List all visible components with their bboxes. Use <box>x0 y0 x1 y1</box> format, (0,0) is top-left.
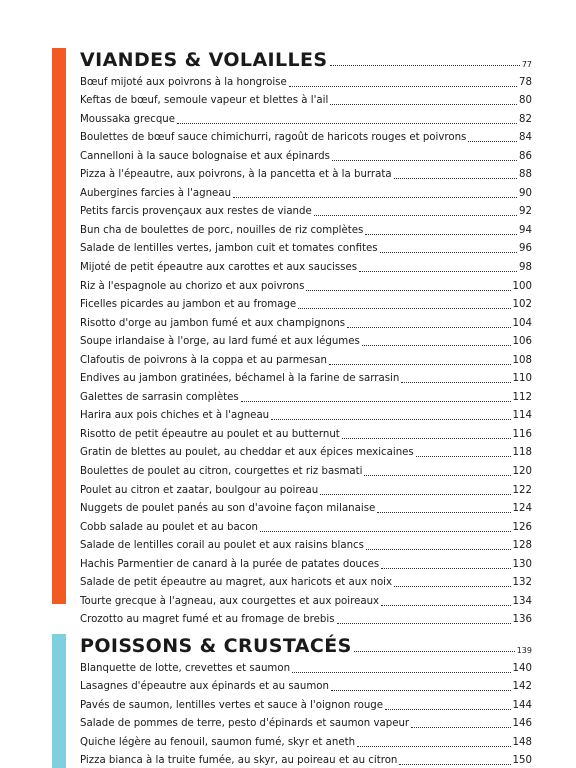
dot-leader <box>394 178 517 179</box>
toc-entry-title: Aubergines farcies à l'agneau <box>80 187 232 199</box>
toc-entry-page: 80 <box>519 95 532 107</box>
dot-leader <box>241 401 511 402</box>
toc-entry-title: Cobb salade au poulet et au bacon <box>80 521 258 533</box>
toc-entry-page: 148 <box>512 736 532 748</box>
toc-entry-title: Pizza bianca à la truite fumée, au skyr, au poireau et au citron <box>80 755 398 767</box>
toc-entry-title: Endives au jambon gratinées, béchamel à la farine de sarrasin <box>80 373 400 385</box>
dot-leader <box>342 438 511 439</box>
toc-entry-title: Gratin de blettes au poulet, au cheddar et aux épices mexicaines <box>80 447 414 459</box>
section-content <box>80 48 532 627</box>
toc-entry-page: 96 <box>519 243 532 255</box>
dot-leader <box>401 382 510 383</box>
toc-entry <box>80 90 532 109</box>
toc-entry-title: Bun cha de boulettes de porc, nouilles de riz complètes <box>80 224 364 236</box>
toc-entry-title: Riz à l'espagnole au chorizo et aux poivrons <box>80 280 305 292</box>
toc-entry <box>80 201 532 220</box>
toc-entry <box>80 516 532 535</box>
toc-entry-title: Pavés de saumon, lentilles vertes et sauce à l'oignon rouge <box>80 699 384 711</box>
section-heading-row <box>80 48 532 70</box>
toc-entry <box>80 553 532 572</box>
toc-entry <box>80 312 532 331</box>
toc-entry-page: 116 <box>512 428 532 440</box>
toc-entry-title: Salade de pommes de terre, pesto d'épinards et saumon vapeur <box>80 718 410 730</box>
toc-entry-title: Tourte grecque à l'agneau, aux courgettes et aux poireaux <box>80 595 380 607</box>
toc-entry-title: Mijoté de petit épeautre aux carottes et aux saucisses <box>80 262 358 274</box>
toc-entry-page: 144 <box>512 699 532 711</box>
toc-entry <box>80 423 532 442</box>
toc-entry-title: Blanquette de lotte, crevettes et saumon <box>80 662 291 674</box>
dot-leader <box>314 215 517 216</box>
dot-leader <box>359 271 517 272</box>
toc-entry-page: 126 <box>512 521 532 533</box>
toc-entry-page: 136 <box>512 614 532 626</box>
dot-leader <box>399 764 510 765</box>
toc-entry-page: 84 <box>519 132 532 144</box>
dot-leader <box>377 512 510 513</box>
dot-leader <box>292 672 511 673</box>
toc-entry-title: Soupe irlandaise à l'orge, au lard fumé et aux légumes <box>80 336 360 348</box>
dot-leader <box>468 141 517 142</box>
toc-entry <box>80 164 532 183</box>
toc-entry <box>80 294 532 313</box>
toc-entry <box>80 349 532 368</box>
dot-leader <box>347 327 510 328</box>
toc-entry <box>80 609 532 628</box>
toc-entry-title: Poulet au citron et zaatar, boulgour au poireau <box>80 484 319 496</box>
toc-entry-title: Ficelles picardes au jambon et au fromage <box>80 299 297 311</box>
toc-entry-page: 102 <box>512 299 532 311</box>
toc-entry-title: Risotto de petit épeautre au poulet et au butternut <box>80 428 340 440</box>
toc-entry-page: 130 <box>512 558 532 570</box>
toc-entry-page: 128 <box>512 540 532 552</box>
dot-leader <box>177 123 517 124</box>
section-content <box>80 634 532 768</box>
toc-entry-page: 122 <box>512 484 532 496</box>
toc-entry-page: 106 <box>512 336 532 348</box>
toc-entry-title: Galettes de sarrasin complètes <box>80 391 239 403</box>
toc-entry-page: 140 <box>512 662 532 674</box>
toc-entry-title: Harira aux pois chiches et à l'agneau <box>80 410 270 422</box>
toc-entry <box>80 71 532 90</box>
dot-leader <box>365 234 517 235</box>
toc-entry-page: 132 <box>512 577 532 589</box>
section-heading-row <box>80 634 532 656</box>
toc-entry-title: Boulettes de bœuf sauce chimichurri, ragoût de haricots rouges et poivrons <box>80 132 467 144</box>
toc-entry <box>80 535 532 554</box>
toc-entry-title: Bœuf mijoté aux poivrons à la hongroise <box>80 76 287 88</box>
toc-entry-title: Salade de lentilles corail au poulet et aux raisins blancs <box>80 540 364 552</box>
toc-entry-title: Petits farcis provençaux aux restes de viande <box>80 206 312 218</box>
toc-entry-title: Boulettes de poulet au citron, courgettes et riz basmati <box>80 466 363 478</box>
dot-leader <box>332 160 517 161</box>
toc-entry-title: Crozotto au magret fumé et au fromage de brebis <box>80 614 335 626</box>
toc-entry <box>80 127 532 146</box>
toc-entry <box>80 219 532 238</box>
toc-entry-page: 120 <box>512 466 532 478</box>
dot-leader <box>260 531 511 532</box>
toc-entry-page: 146 <box>512 718 532 730</box>
dot-leader <box>233 197 517 198</box>
toc-entry <box>80 368 532 387</box>
toc-entry-title: Salade de lentilles vertes, jambon cuit et tomates confites <box>80 243 378 255</box>
toc-entry-page: 112 <box>512 391 532 403</box>
dot-leader <box>416 456 511 457</box>
toc-entry-page: 94 <box>519 224 532 236</box>
dot-leader <box>380 252 517 253</box>
section-page-number: 139 <box>516 646 532 655</box>
dot-leader <box>385 709 511 710</box>
dot-leader <box>329 364 511 365</box>
toc-entry-page: 92 <box>519 206 532 218</box>
section-page-number: 77 <box>521 60 532 69</box>
dot-leader <box>381 605 510 606</box>
toc-entry-title: Salade de petit épeautre au magret, aux haricots et aux noix <box>80 577 393 589</box>
dot-leader <box>364 475 510 476</box>
dot-leader <box>366 549 511 550</box>
dot-leader <box>394 586 511 587</box>
dot-leader <box>362 345 511 346</box>
toc-entry <box>80 145 532 164</box>
toc-entry-title: Risotto d'orge au jambon fumé et aux champignons <box>80 317 346 329</box>
toc-entry-title: Moussaka grecque <box>80 113 176 125</box>
toc-entry <box>80 182 532 201</box>
toc-entry-page: 150 <box>512 755 532 767</box>
dot-leader <box>289 86 517 87</box>
toc-entry <box>80 590 532 609</box>
dot-leader <box>271 419 510 420</box>
toc-entry-page: 100 <box>512 280 532 292</box>
toc-entry-page: 82 <box>519 113 532 125</box>
toc-entry <box>80 238 532 257</box>
dot-leader <box>298 308 510 309</box>
toc-entry-title: Pizza à l'épeautre, aux poivrons, à la pancetta et à la burrata <box>80 169 392 181</box>
toc-entry-page: 104 <box>512 317 532 329</box>
toc-entry-title: Keftas de bœuf, semoule vapeur et blettes à l'ail <box>80 95 329 107</box>
toc-entry <box>80 331 532 350</box>
toc-entry-page: 114 <box>512 410 532 422</box>
dot-leader <box>330 65 520 66</box>
toc-entry-page: 78 <box>519 76 532 88</box>
toc-entry <box>80 713 532 732</box>
toc-entry <box>80 460 532 479</box>
toc-entry <box>80 275 532 294</box>
dot-leader <box>357 746 511 747</box>
toc-entry-page: 118 <box>512 447 532 459</box>
dot-leader <box>331 690 511 691</box>
toc-entry-page: 86 <box>519 150 532 162</box>
toc-entry-page: 124 <box>512 503 532 515</box>
dot-leader <box>411 727 510 728</box>
toc-entry <box>80 750 532 768</box>
toc-entry <box>80 572 532 591</box>
toc-entry <box>80 386 532 405</box>
section-accent-bar <box>52 634 66 768</box>
toc-entry-title: Hachis Parmentier de canard à la purée de patates douces <box>80 558 380 570</box>
toc-entry-page: 108 <box>512 354 532 366</box>
toc-entry <box>80 442 532 461</box>
toc-entry <box>80 108 532 127</box>
dot-leader <box>337 623 511 624</box>
toc-entry-page: 110 <box>512 373 532 385</box>
dot-leader <box>381 568 510 569</box>
toc-entry-title: Clafoutis de poivrons à la coppa et au parmesan <box>80 354 327 366</box>
toc-entry <box>80 694 532 713</box>
toc-entry-page: 134 <box>512 595 532 607</box>
toc-entry-page: 88 <box>519 169 532 181</box>
toc-entry <box>80 731 532 750</box>
toc-entry <box>80 479 532 498</box>
section-accent-bar <box>52 48 66 604</box>
toc-entry-title: Nuggets de poulet panés au son d'avoine façon milanaise <box>80 503 376 515</box>
toc-entry <box>80 405 532 424</box>
section-viandes-volailles <box>52 48 532 626</box>
dot-leader <box>330 104 517 105</box>
dot-leader <box>354 651 515 652</box>
toc-entry-page: 98 <box>519 262 532 274</box>
section-poissons-crustaces <box>52 634 532 768</box>
toc-entry <box>80 676 532 695</box>
toc-entry-title: Cannelloni à la sauce bolognaise et aux épinards <box>80 150 330 162</box>
dot-leader <box>306 290 510 291</box>
dot-leader <box>320 494 510 495</box>
toc-entry <box>80 657 532 676</box>
toc-entry-page: 90 <box>519 187 532 199</box>
toc-entry <box>80 256 532 275</box>
toc-entry <box>80 498 532 517</box>
section-title: VIANDES & VOLAILLES <box>80 49 328 71</box>
section-title: POISSONS & CRUSTACÉS <box>80 635 352 657</box>
toc-entry-title: Lasagnes d'épeautre aux épinards et au saumon <box>80 681 329 693</box>
toc-entry-page: 142 <box>512 681 532 693</box>
toc-entry-title: Quiche légère au fenouil, saumon fumé, skyr et aneth <box>80 736 356 748</box>
